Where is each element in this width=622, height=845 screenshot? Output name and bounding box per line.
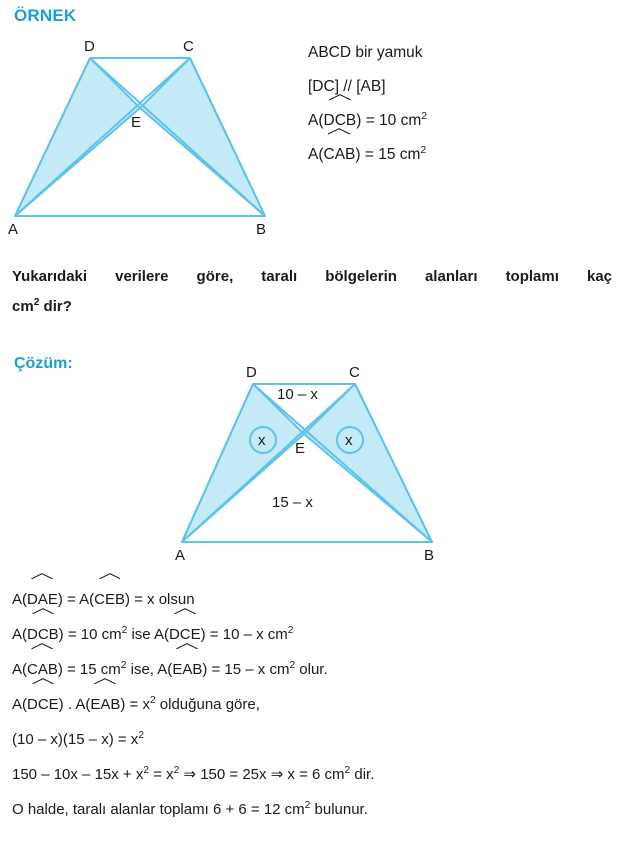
solution-line-1 — [12, 582, 612, 617]
figure-trapezoid-2 — [160, 362, 460, 567]
given-area-dcb-prefix: A( — [308, 112, 324, 129]
solution-line-7 — [12, 792, 612, 827]
exponent: 2 — [120, 660, 127, 671]
exponent: 2 — [138, 730, 144, 741]
figure-2-vertex-label-c: C — [349, 364, 360, 381]
hat-icon — [32, 573, 54, 579]
given-line-parallel: [DC] // [AB] — [308, 78, 386, 95]
question-line-2 — [12, 292, 612, 322]
math-text: A( — [12, 591, 27, 608]
figure-1-vertex-label-a: A — [8, 221, 19, 238]
math-text: O halde, taralı alanlar toplamı 6 + 6 = 12 cm — [12, 801, 305, 818]
math-text: ise, A( — [126, 661, 173, 678]
figure-1-vertex-label-b: B — [256, 221, 267, 238]
solution-heading: Çözüm: — [14, 355, 73, 372]
given-area-dcb — [308, 104, 608, 138]
given-area-dcb-suffix: ) = 10 cm — [356, 112, 422, 129]
exponent: 2 — [121, 625, 128, 636]
math-text: A( — [12, 696, 27, 713]
example-heading: ÖRNEK — [14, 6, 77, 25]
figure-2-label-top-region: 10 – x — [277, 386, 318, 403]
figure-2-label-right-x: x — [345, 432, 353, 449]
given-data-block — [308, 36, 608, 172]
hat-group-dcb — [27, 617, 59, 652]
question-unit: cm — [12, 298, 34, 315]
math-text: ) = A( — [57, 591, 95, 608]
figure-2-label-left-x: x — [258, 432, 266, 449]
math-text: ) = x — [120, 696, 150, 713]
solution-line-3 — [12, 652, 612, 687]
hat-group-cab — [27, 652, 58, 687]
math-text: ise A( — [127, 626, 169, 643]
shaded-triangle-dea — [15, 58, 140, 216]
math-text: bulunur. — [310, 801, 368, 818]
given-area-dcb-exponent: 2 — [421, 109, 428, 122]
math-text: 150 – 10x – 15x + x — [12, 766, 144, 783]
figure-1-vertex-label-d: D — [84, 38, 95, 55]
shaded-triangle-ceb — [140, 58, 265, 216]
hat-letters: DCB — [27, 626, 59, 643]
solution-line-6 — [12, 757, 612, 792]
shaded-triangle-ceb — [304, 384, 432, 542]
given-area-cab-letters: CAB — [323, 146, 356, 163]
math-text: ) = 10 – x cm — [200, 626, 288, 643]
math-text: olur. — [295, 661, 328, 678]
hat-group-dce — [169, 617, 201, 652]
math-text: olduğuna göre, — [155, 696, 260, 713]
hat-group-eab — [172, 652, 202, 687]
trapezoid-outline — [15, 58, 265, 216]
math-text: ) = 15 cm — [57, 661, 121, 678]
question-line-1: Yukarıdaki verilere göre, taralı bölgelerin alanları toplamı kaç — [12, 268, 612, 285]
solution-line-4 — [12, 687, 612, 722]
hat-group-dce — [27, 687, 59, 722]
hat-letters: DAE — [27, 591, 58, 608]
figure-1-vertex-label-e: E — [131, 114, 142, 131]
math-text: A( — [12, 661, 27, 678]
math-text: ) = 10 cm — [58, 626, 122, 643]
question-unit-exponent: 2 — [33, 297, 40, 308]
math-text: = x — [149, 766, 174, 783]
given-area-cab — [308, 138, 608, 172]
given-area-cab-exponent: 2 — [420, 143, 427, 156]
figure-trapezoid-1 — [0, 32, 300, 277]
math-text: A( — [12, 626, 27, 643]
hat-letters: CEB — [94, 591, 125, 608]
solution-steps — [12, 582, 612, 827]
hat-letters: DCE — [27, 696, 59, 713]
exponent: 2 — [304, 800, 311, 811]
math-text: (10 – x)(15 – x) = x — [12, 731, 139, 748]
exponent: 2 — [143, 765, 150, 776]
question-text — [12, 262, 612, 322]
figure-1-svg — [0, 32, 300, 272]
figure-2-vertex-label-e: E — [295, 440, 306, 457]
exponent: 2 — [287, 625, 294, 636]
question-line-2-suffix: dir? — [39, 298, 72, 315]
math-text: ⇒ 150 = 25x ⇒ x = 6 cm — [179, 766, 345, 783]
hat-group-ceb — [94, 582, 125, 617]
figure-2-vertex-label-d: D — [246, 364, 257, 381]
figure-1-vertex-label-c: C — [183, 38, 194, 55]
given-area-cab-suffix: ) = 15 cm — [355, 146, 421, 163]
figure-2-vertex-label-a: A — [175, 547, 186, 564]
hat-letters: EAB — [90, 696, 121, 713]
math-text: ) = x olsun — [124, 591, 195, 608]
figure-2-label-bottom-region: 15 – x — [272, 494, 313, 511]
math-text: ) = 15 – x cm — [202, 661, 290, 678]
hat-group-dae — [27, 582, 58, 617]
solution-line-2 — [12, 617, 612, 652]
solution-line-5 — [12, 722, 612, 757]
hat-group-dcb — [324, 104, 357, 138]
exponent: 2 — [289, 660, 296, 671]
math-text: dir. — [350, 766, 375, 783]
hat-letters: CAB — [27, 661, 58, 678]
exponent: 2 — [149, 695, 156, 706]
hat-icon — [99, 573, 121, 579]
hat-letters: DCE — [168, 626, 201, 643]
hat-letters: EAB — [172, 661, 203, 678]
exponent: 2 — [344, 765, 351, 776]
given-area-cab-prefix: A( — [308, 146, 324, 163]
hat-group-eab — [90, 687, 120, 722]
given-line-trapezoid: ABCD bir yamuk — [308, 44, 423, 61]
figure-2-vertex-label-b: B — [424, 547, 435, 564]
exponent: 2 — [173, 765, 180, 776]
hat-group-cab — [324, 138, 356, 172]
given-area-dcb-letters: DCB — [323, 112, 357, 129]
math-text: ) . A( — [58, 696, 91, 713]
